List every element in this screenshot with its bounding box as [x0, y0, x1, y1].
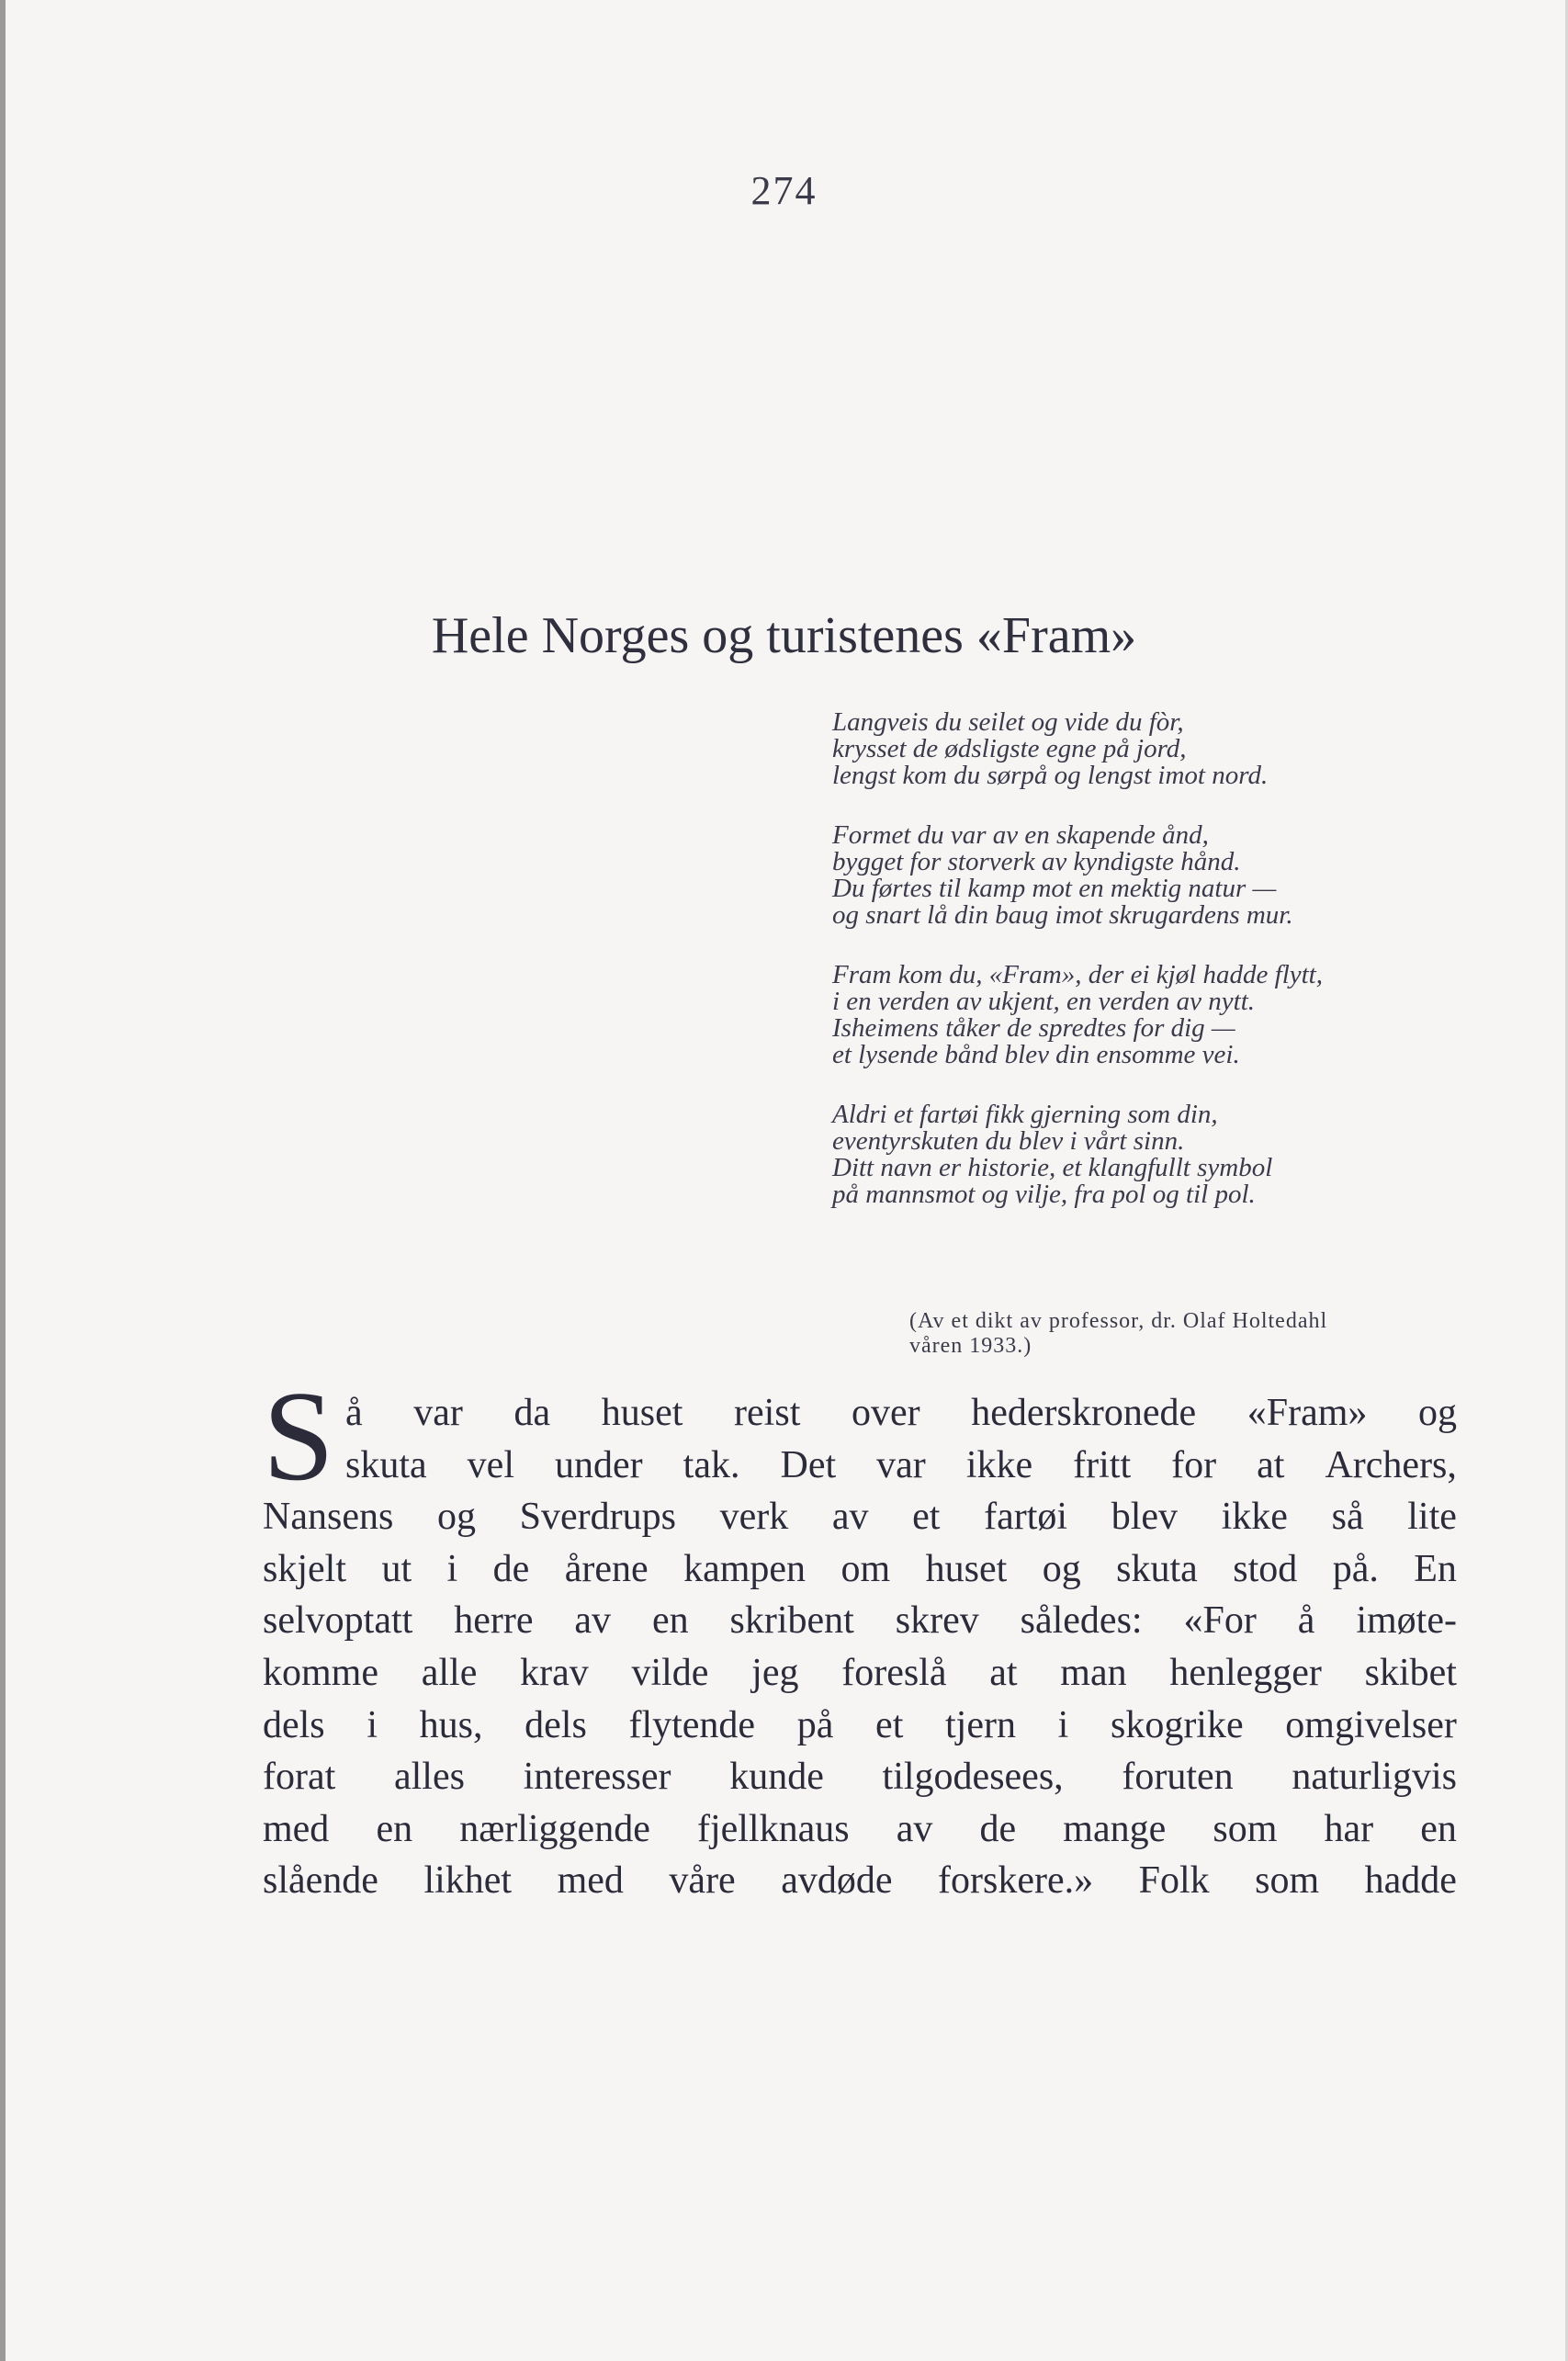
body-line: [263, 1491, 1457, 1543]
body-word: Folk: [1138, 1859, 1210, 1903]
attribution-line: (Av et dikt av professor, dr. Olaf Holtedahl: [909, 1309, 1328, 1333]
poem-stanza: [832, 1101, 1475, 1208]
body-line: [263, 1647, 1457, 1700]
body-word: hadde: [1364, 1859, 1457, 1903]
body-word: stod: [1233, 1547, 1298, 1590]
body-word: ikke: [965, 1443, 1033, 1486]
body-word: skjelt: [263, 1547, 346, 1590]
drop-cap: S: [263, 1365, 334, 1508]
poem-stanza: [832, 822, 1475, 929]
body-word: avdøde: [781, 1859, 893, 1903]
body-word: da: [513, 1392, 551, 1434]
poem-line: Langveis du seilet og vide du fòr,: [832, 707, 1184, 737]
body-text: [263, 1387, 1457, 1907]
body-word: krav: [520, 1651, 589, 1694]
poem-line: Fram kom du, «Fram», der ei kjøl hadde flytt,: [832, 960, 1323, 989]
body-word: i: [1057, 1703, 1069, 1746]
body-line: [263, 1387, 1457, 1440]
body-word: tak.: [682, 1443, 740, 1486]
poem-line: Du førtes til kamp mot en mektig natur —: [832, 874, 1277, 903]
body-word: var: [876, 1443, 926, 1486]
body-word: skribent: [729, 1599, 854, 1643]
body-word: lite: [1407, 1496, 1457, 1539]
body-word: fjellknaus: [696, 1807, 850, 1850]
poem-line: Ditt navn er historie, et klangfullt symbol: [832, 1153, 1273, 1182]
body-word: på: [796, 1703, 834, 1746]
poem-line: i en verden av ukjent, en verden av nytt.: [832, 987, 1256, 1016]
poem-attribution: [909, 1309, 1479, 1359]
body-word: foreslå: [841, 1651, 947, 1694]
body-word: i: [367, 1703, 378, 1746]
body-word: henlegger: [1169, 1651, 1322, 1694]
body-word: et: [875, 1703, 904, 1746]
body-word: flytende: [628, 1703, 756, 1746]
body-word: således:: [1020, 1599, 1143, 1643]
body-word: av: [831, 1496, 869, 1539]
body-word: en: [651, 1599, 689, 1643]
body-word: forat: [263, 1756, 336, 1799]
body-word: årene: [564, 1547, 649, 1590]
poem-line: på mannsmot og vilje, fra pol og til pol.: [832, 1180, 1256, 1209]
body-word: imøte-: [1356, 1599, 1457, 1643]
scan-edge-left: [0, 0, 6, 2361]
poem-line: et lysende bånd blev din ensomme vei.: [832, 1040, 1240, 1069]
body-word: blev: [1111, 1496, 1178, 1539]
body-word: og: [1417, 1392, 1457, 1434]
body-word: ut: [381, 1547, 412, 1590]
body-word: skrev: [895, 1599, 979, 1643]
body-word: våre: [669, 1859, 736, 1903]
body-word: Nansens: [263, 1496, 394, 1539]
body-word: likhet: [423, 1859, 513, 1903]
body-word: at: [989, 1651, 1018, 1694]
body-word: naturligvis: [1292, 1756, 1457, 1799]
body-word: av: [896, 1807, 933, 1850]
body-word: alles: [393, 1756, 465, 1799]
body-word: så: [1331, 1496, 1364, 1539]
page-number: 274: [750, 168, 818, 213]
body-word: selvoptatt: [263, 1599, 413, 1643]
body-word: omgivelser: [1285, 1703, 1457, 1746]
poem-line: bygget for storverk av kyndigste hånd.: [832, 847, 1241, 876]
poem-line: krysset de ødsligste egne på jord,: [832, 734, 1187, 763]
body-word: som: [1255, 1859, 1320, 1903]
body-line: [263, 1855, 1457, 1907]
poem-line: Aldri et fartøi fikk gjerning som din,: [832, 1100, 1218, 1129]
poem-line: Formet du var av en skapende ånd,: [832, 820, 1209, 850]
body-word: reist: [734, 1392, 801, 1434]
body-line: [263, 1751, 1457, 1803]
body-line: [263, 1803, 1457, 1856]
body-word: skibet: [1364, 1651, 1457, 1694]
body-word: vel: [467, 1443, 514, 1486]
body-word: «Fram»: [1247, 1392, 1368, 1434]
body-word: med: [557, 1859, 624, 1903]
body-word: for: [1171, 1443, 1217, 1486]
poem-line: Isheimens tåker de spredtes for dig —: [832, 1013, 1235, 1043]
body-word: et: [912, 1496, 941, 1539]
poem: [832, 709, 1475, 1241]
body-word: herre: [454, 1599, 534, 1643]
body-word: på.: [1332, 1547, 1379, 1590]
body-word: om: [840, 1547, 891, 1590]
body-word: huset: [601, 1392, 683, 1434]
body-word: kunde: [729, 1756, 824, 1799]
poem-line: og snart lå din baug imot skrugardens mur.: [832, 900, 1293, 930]
body-word: skuta: [345, 1443, 427, 1486]
body-line: [263, 1543, 1457, 1596]
body-word: mange: [1063, 1807, 1167, 1850]
body-word: med: [263, 1807, 330, 1850]
body-word: en: [376, 1807, 413, 1850]
body-word: og: [436, 1496, 476, 1539]
body-word: i: [446, 1547, 458, 1590]
body-word: hederskronede: [971, 1392, 1197, 1434]
body-word: under: [555, 1443, 643, 1486]
body-word: ikke: [1221, 1496, 1288, 1539]
body-word: komme: [263, 1651, 378, 1694]
poem-stanza: [832, 709, 1475, 789]
body-word: vilde: [631, 1651, 709, 1694]
attribution-line: våren 1933.): [909, 1334, 1032, 1358]
body-word: som: [1213, 1807, 1278, 1850]
body-word: å: [1297, 1599, 1315, 1643]
body-word: var: [413, 1392, 463, 1434]
body-word: fartøi: [984, 1496, 1068, 1539]
body-word: skogrike: [1110, 1703, 1244, 1746]
body-word: hus,: [419, 1703, 483, 1746]
body-word: kampen: [683, 1547, 807, 1590]
poem-stanza: [832, 962, 1475, 1068]
body-word: man: [1060, 1651, 1127, 1694]
body-line: [263, 1440, 1457, 1492]
body-word: tjern: [945, 1703, 1016, 1746]
body-word: En: [1414, 1547, 1457, 1590]
body-word: Archers,: [1325, 1443, 1457, 1486]
body-word: Det: [780, 1443, 837, 1486]
body-word: foruten: [1122, 1756, 1234, 1799]
body-word: har: [1324, 1807, 1374, 1850]
poem-line: eventyrskuten du blev i vårt sinn.: [832, 1126, 1185, 1156]
chapter-title: Hele Norges og turistenes «Fram»: [431, 607, 1137, 664]
body-word: alle: [421, 1651, 478, 1694]
body-word: de: [979, 1807, 1017, 1850]
body-word: verk: [719, 1496, 789, 1539]
body-word: dels: [263, 1703, 325, 1746]
body-word: interesser: [523, 1756, 671, 1799]
body-word: nærliggende: [459, 1807, 650, 1850]
body-word: fritt: [1073, 1443, 1132, 1486]
body-word: at: [1257, 1443, 1285, 1486]
body-word: de: [492, 1547, 530, 1590]
body-word: over: [851, 1392, 920, 1434]
body-word: og: [1042, 1547, 1081, 1590]
body-word: en: [1420, 1807, 1457, 1850]
body-line: [263, 1595, 1457, 1647]
body-word: forskere.»: [938, 1859, 1094, 1903]
body-word: av: [574, 1599, 612, 1643]
body-word: å: [345, 1392, 363, 1434]
body-word: jeg: [751, 1651, 799, 1694]
body-word: dels: [525, 1703, 587, 1746]
poem-line: lengst kom du sørpå og lengst imot nord.: [832, 761, 1269, 790]
body-word: huset: [925, 1547, 1008, 1590]
body-word: slående: [263, 1859, 378, 1903]
body-word: skuta: [1116, 1547, 1198, 1590]
body-word: tilgodesees,: [882, 1756, 1064, 1799]
body-word: Sverdrups: [519, 1496, 676, 1539]
body-line: [263, 1700, 1457, 1752]
body-word: «For: [1183, 1599, 1257, 1643]
